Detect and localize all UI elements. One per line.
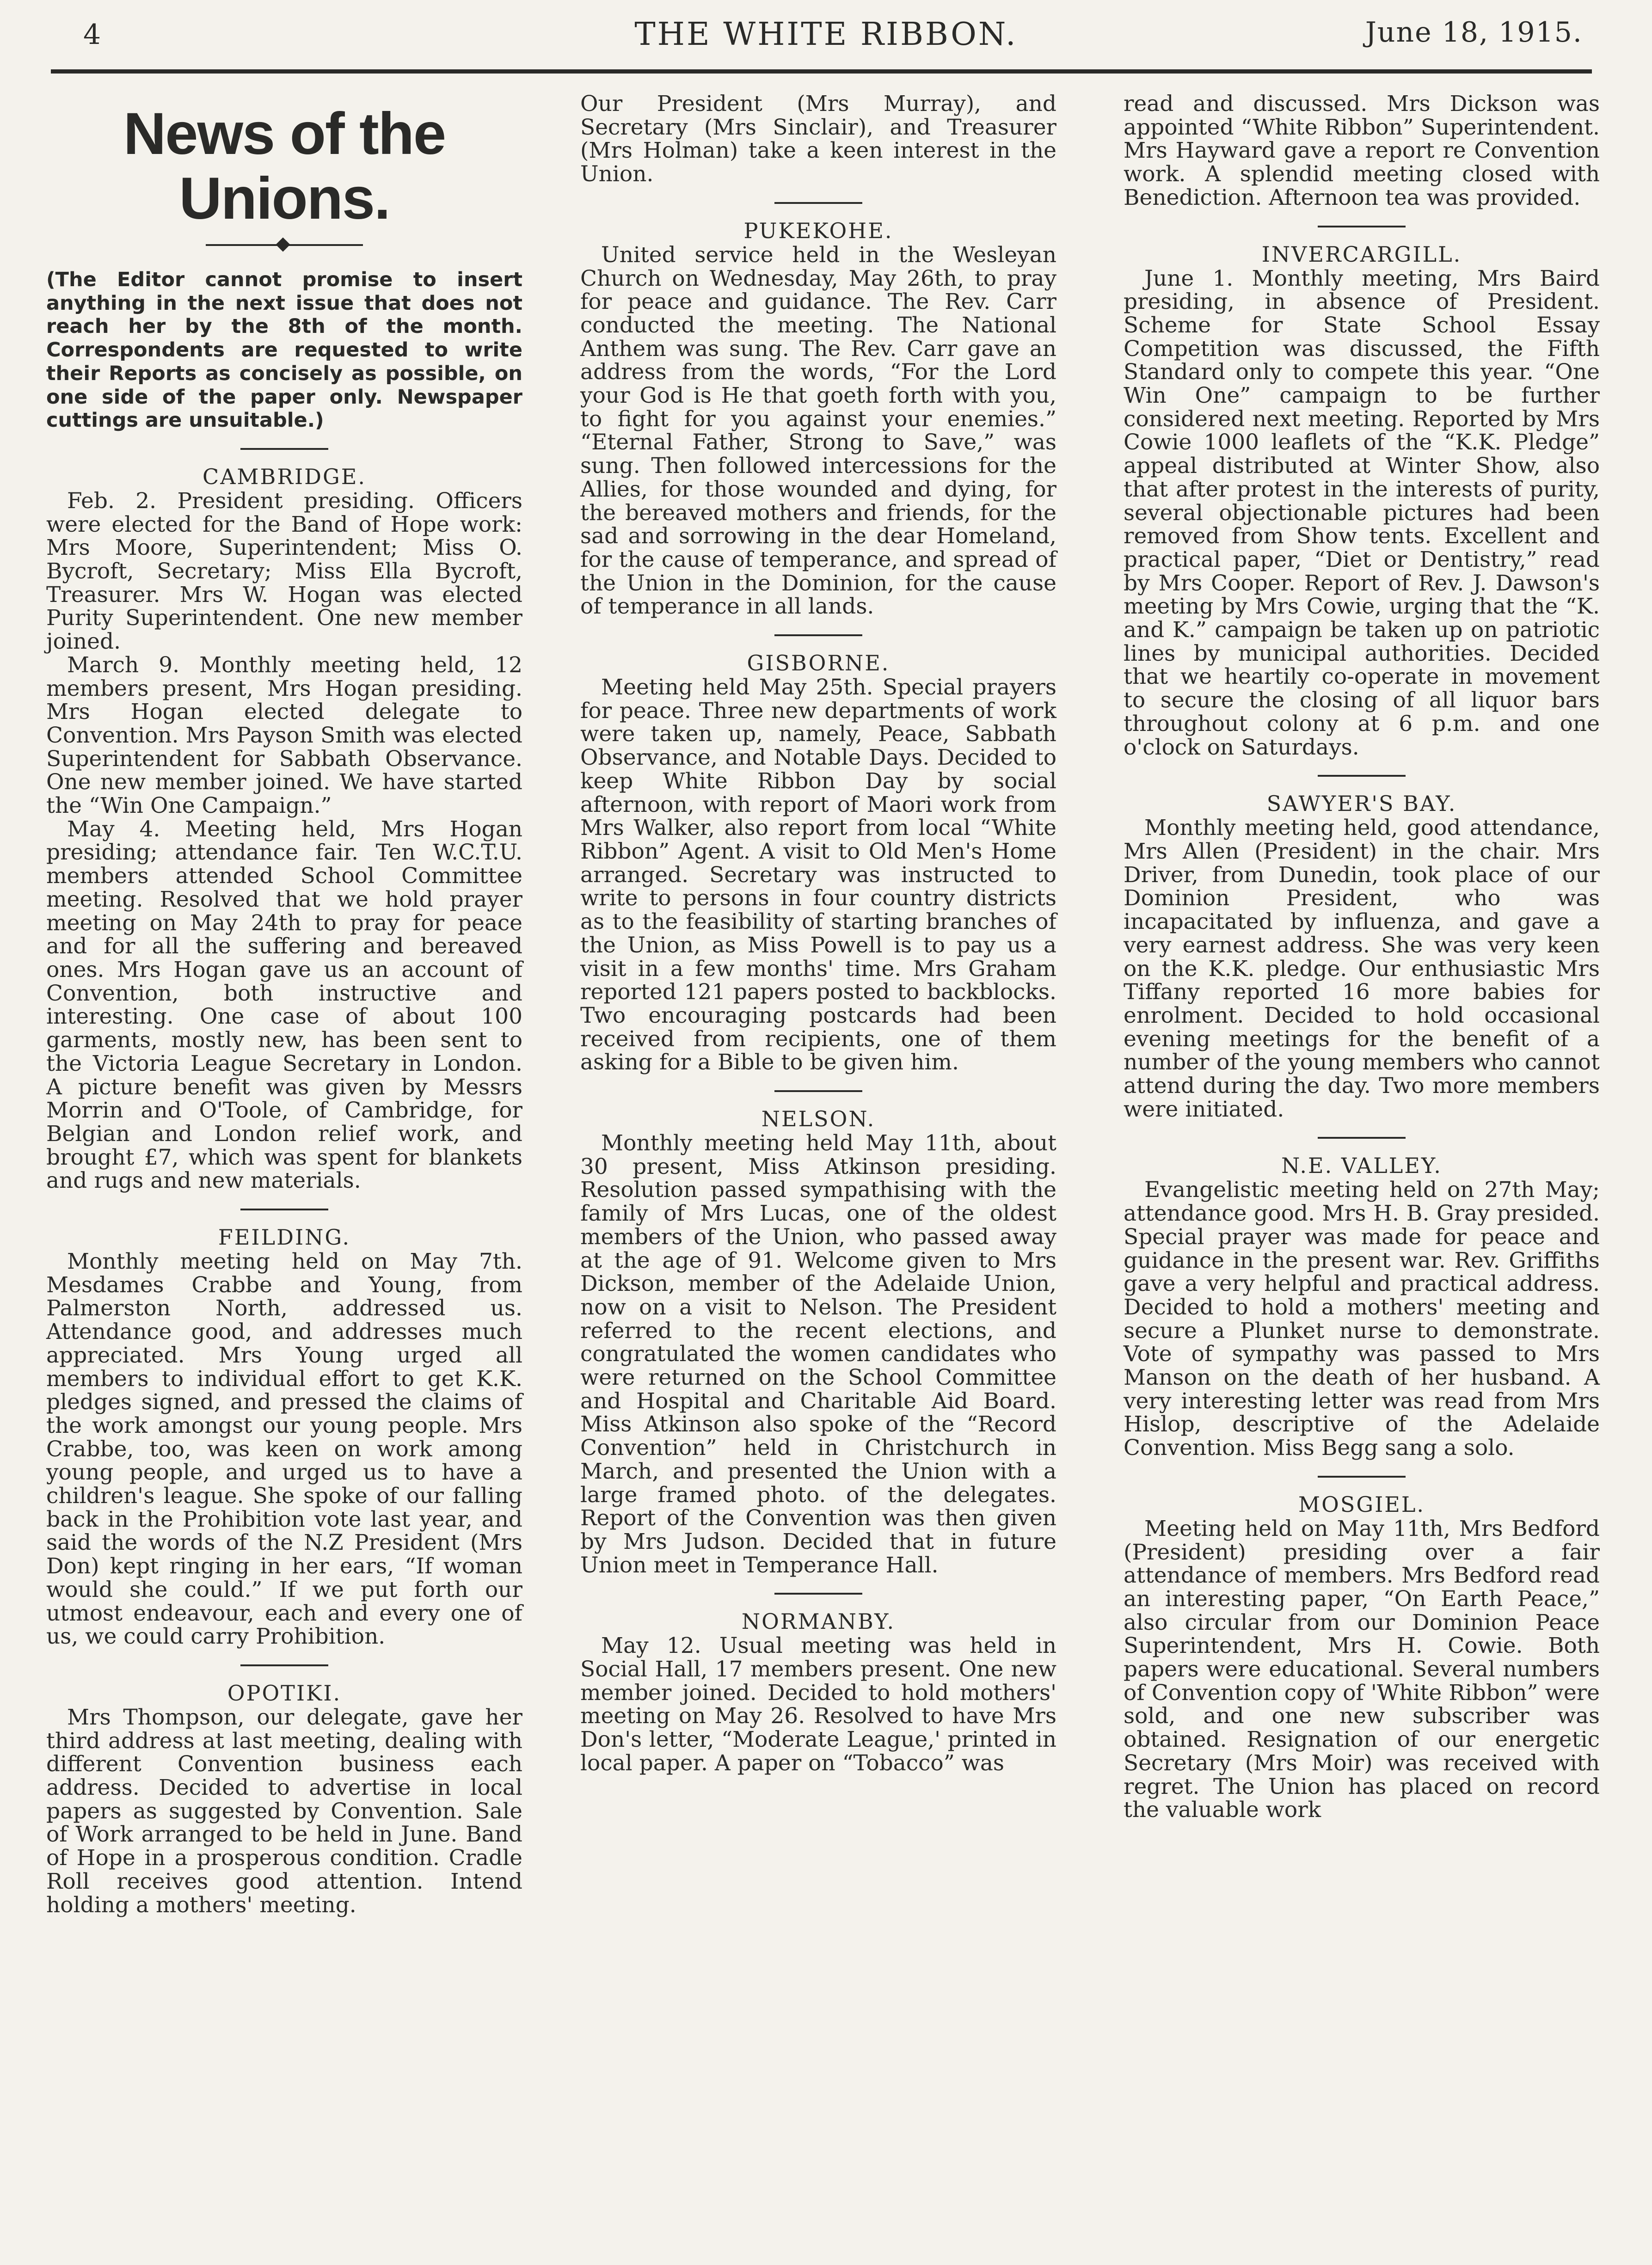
- report-heading: INVERCARGILL.: [1261, 241, 1462, 267]
- report-ne-valley: [1124, 1153, 1600, 1460]
- report-heading: OPOTIKI.: [227, 1680, 342, 1706]
- report-heading: GISBORNE.: [747, 651, 890, 676]
- report-paragraph: Meeting held on May 11th, Mrs Bedford (President) presiding over a fair attendance of members. Mrs Bedford read an interesting paper, “On Earth Peace,” also circular from our Dominion Peace Superintendent, Mrs H. Cowie. Both papers were educational. Several numbers of Convention copy of 'White Ribbon” were sold, and one new subscriber was obtained. Resignation of our energetic Secretary (Mrs Moir) was received with regret. The Union has placed on record the valuable work: [1124, 1516, 1600, 1823]
- separator: [1318, 1137, 1406, 1139]
- report-paragraph: United service held in the Wesleyan Church on Wednesday, May 26th, to pray for peace and guidance. The Rev. Carr conducted the meeting. The National Anthem was sung. The Rev. Carr gave an address from the words, “For the Lord your God is He that goeth forth with you, to fight for you against your enemies.” “Eternal Father, Strong to Save,” was sung. Then followed intercessions for the Allies, for those wounded and dying, for the bereaved mothers and friends, for the sad and sorrowing in the dear Homeland, for the cause of temperance, and spread of the Union in the Dominion, for the cause of temperance in all lands.: [580, 242, 1056, 620]
- section-title: News of the Unions.: [123, 101, 446, 232]
- separator: [1318, 1476, 1406, 1478]
- report-mosgiel: [1124, 1492, 1600, 1822]
- column-3: [1124, 92, 1600, 1822]
- separator: [240, 1209, 328, 1210]
- report-continuation: read and discussed. Mrs Dickson was appointed “White Ribbon” Superintendent. Mrs Hayward gave a report re Convention work. A splendid meeting closed with Benediction. Afternoon tea was provided.: [1124, 91, 1600, 210]
- separator: [1318, 775, 1406, 777]
- report-paragraph: Monthly meeting held on May 7th. Mesdames Crabbe and Young, from Palmerston North, addressed us. Attendance good, and addresses much appreciated. Mrs Young urged all members to individual effort to get K.K. pledges signed, and pressed the claims of the work amongst our young people. Mrs Crabbe, too, was keen on work among young people, and urged us to have a children's league. She spoke of our falling back in the Prohibition vote last year, and said the words of the N.Z President (Mrs Don) kept ringing in her ears, “If woman would she could.” If we put forth our utmost endeavour, each and every one of us, we could carry Prohibition.: [46, 1249, 522, 1650]
- report-invercargill: [1124, 241, 1600, 760]
- column-2: [580, 92, 1056, 1775]
- separator: [774, 634, 862, 636]
- report-paragraph: Mrs Thompson, our delegate, gave her third address at last meeting, dealing with different Convention business each address. Decided to advertise in local papers as suggested by Convention. Sale of Work arranged to be held in June. Band of Hope in a prosperous condition. Cradle Roll receives good attention. Intend holding a mothers' meeting.: [46, 1704, 522, 1918]
- publication-title: THE WHITE RIBBON.: [634, 16, 1018, 53]
- report-paragraph: May 12. Usual meeting was held in Social Hall, 17 members present. One new member joined. Decided to hold mothers' meeting on May 26. Resolved to have Mrs Don's letter, “Moderate League,' printed in local paper. A paper on “Tobacco” was: [580, 1633, 1056, 1776]
- separator: [774, 202, 862, 204]
- report-paragraph: Evangelistic meeting held on 27th May; attendance good. Mrs H. B. Gray presided. Special prayer was made for peace and guidance in the present war. Rev. Griffiths gave a very helpful and practical address. Decided to hold a mothers' meeting and secure a Plunket nurse to demonstrate. Vote of sympathy was passed to Mrs Manson on the death of her husband. A very interesting letter was read from Mrs Hislop, descriptive of the Adelaide Convention. Miss Begg sang a solo.: [1124, 1177, 1600, 1461]
- report-continuation: Our President (Mrs Murray), and Secretary (Mrs Sinclair), and Treasurer (Mrs Holman) take a keen interest in the Union.: [580, 91, 1056, 187]
- report-pukekohe: [580, 218, 1056, 619]
- report-heading: CAMBRIDGE.: [203, 464, 366, 489]
- report-heading: FEILDING.: [218, 1225, 351, 1250]
- report-heading: SAWYER'S BAY.: [1266, 791, 1457, 816]
- report-paragraph: Monthly meeting held, good attendance, Mrs Allen (President) in the chair. Mrs Driver, from Dunedin, took place of our Dominion President, who was incapacitated by influenza, and gave a very earnest address. She was very keen on the K.K. pledge. Our enthusiastic Mrs Tiffany reported 16 more babies for enrolment. Decided to hold occasional evening meetings for the benefit of a number of the young members who cannot attend during the day. Two more members were initiated.: [1124, 815, 1600, 1122]
- report-heading: PUKEKOHE.: [743, 218, 893, 243]
- report-paragraph: March 9. Monthly meeting held, 12 members present, Mrs Hogan presiding. Mrs Hogan elected delegate to Convention. Mrs Payson Smith was elected Superintendent for Sabbath Observance. One new member joined. We have started the “Win One Campaign.”: [46, 652, 522, 819]
- editor-note: (The Editor cannot promise to insert anything in the next issue that does not reach her by the 8th of the month. Correspondents are requested to write their Reports as concisely as possible, on one side of the paper only. Newspaper cuttings are unsuitable.): [46, 268, 522, 432]
- report-paragraph: Feb. 2. President presiding. Officers were elected for the Band of Hope work: Mrs Moore, Superintendent; Miss O. Bycroft, Secretary; Miss Ella Bycroft, Treasurer. Mrs W. Hogan was elected Purity Superintendent. One new member joined.: [46, 488, 522, 655]
- report-feilding: [46, 1224, 522, 1649]
- separator: [240, 1664, 328, 1666]
- issue-date: June 18, 1915.: [1365, 16, 1583, 49]
- diamond-icon: [276, 237, 290, 252]
- header-rule: [51, 69, 1592, 74]
- report-heading: N.E. VALLEY.: [1281, 1153, 1442, 1179]
- report-nelson: [580, 1106, 1056, 1577]
- separator: [1318, 226, 1406, 227]
- report-gisborne: [580, 650, 1056, 1074]
- separator: [240, 448, 328, 450]
- report-heading: MOSGIEL.: [1298, 1492, 1425, 1517]
- report-heading: NELSON.: [761, 1106, 876, 1132]
- separator: [774, 1593, 862, 1595]
- report-sawyers-bay: [1124, 791, 1600, 1121]
- column-1: [46, 92, 522, 1917]
- separator: [774, 1090, 862, 1092]
- report-normanby: [580, 1608, 1056, 1775]
- report-cambridge: [46, 464, 522, 1193]
- report-paragraph: May 4. Meeting held, Mrs Hogan presiding; attendance fair. Ten W.C.T.U. members attended School Committee meeting. Resolved that we hold prayer meeting on May 24th to pray for peace and for all the suffering and bereaved ones. Mrs Hogan gave us an account of Convention, both instructive and interesting. One case of about 100 garments, mostly new, has been sent to the Victoria League Secretary in London. A picture benefit was given by Messrs Morrin and O'Toole, of Cambridge, for Belgian and London relief work, and brought £7, which was spent for blankets and rugs and new materials.: [46, 816, 522, 1194]
- report-paragraph: Monthly meeting held May 11th, about 30 present, Miss Atkinson presiding. Resolution passed sympathising with the family of Mrs Lucas, one of the oldest members of the Union, who passed away at the age of 91. Welcome given to Mrs Dickson, member of the Adelaide Union, now on a visit to Nelson. The President referred to the recent elections, and congratulated the women candidates who were returned on the School Committee and Hospital and Charitable Aid Board. Miss Atkinson also spoke of the “Record Convention” held in Christchurch in March, and presented the Union with a large framed photo. of the delegates. Report of the Convention was then given by Mrs Judson. Decided that in future Union meet in Temperance Hall.: [580, 1130, 1056, 1578]
- page-number: 4: [83, 18, 101, 51]
- title-ornament: [206, 239, 363, 251]
- report-paragraph: June 1. Monthly meeting, Mrs Baird presiding, in absence of President. Scheme for State School Essay Competition was discussed, the Fifth Standard only to compete this year. “One Win One” campaign to be further considered next meeting. Reported by Mrs Cowie 1000 leaflets of the “K.K. Pledge” appeal distributed at Winter Show, also that after protest in the interests of purity, several objectionable pictures had been removed from Show tents. Excellent and practical paper, “Diet or Dentistry,” read by Mrs Cooper. Report of Rev. J. Dawson's meeting by Mrs Cowie, urging that the “K. and K.” campaign be taken up on patriotic lines by municipal authorities. Decided that we heartily co-operate in movement to secure the closing of all liquor bars throughout colony at 6 p.m. and one o'clock on Saturdays.: [1124, 265, 1600, 760]
- report-paragraph: Meeting held May 25th. Special prayers for peace. Three new departments of work were taken up, namely, Peace, Sabbath Observance, and Notable Days. Decided to keep White Ribbon Day by social afternoon, with report of Maori work from Mrs Walker, also report from local “White Ribbon” Agent. A visit to Old Men's Home arranged. Secretary was instructed to write to persons in four country districts as to the feasibility of starting branches of the Union, as Miss Powell is to pay us a visit in a few months' time. Mrs Graham reported 121 papers posted to backblocks. Two encouraging postcards had been received from recipients, one of them asking for a Bible to be given him.: [580, 675, 1056, 1075]
- page-header: [0, 0, 1652, 69]
- report-opotiki: [46, 1680, 522, 1917]
- report-heading: NORMANBY.: [741, 1609, 896, 1634]
